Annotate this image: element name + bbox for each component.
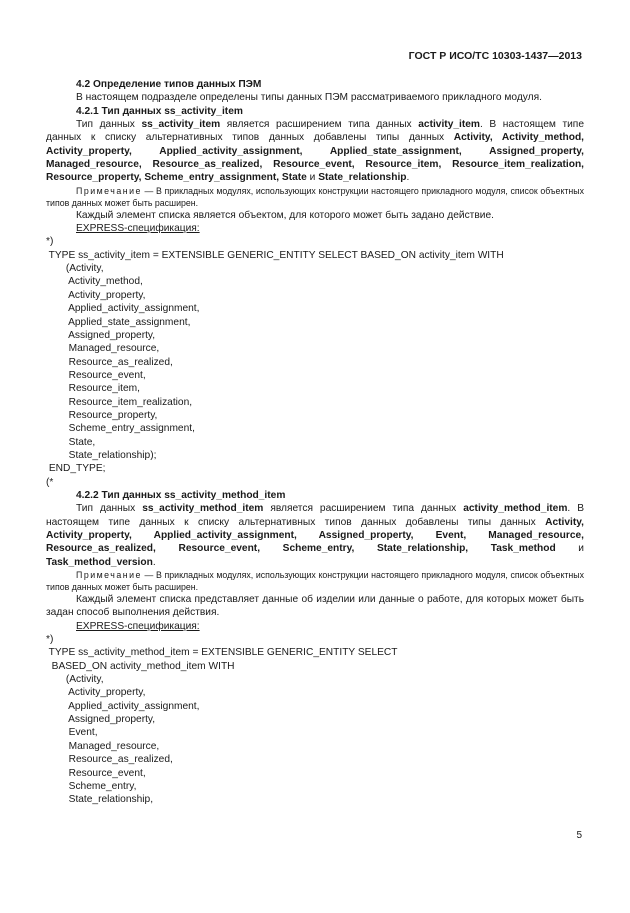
page-body — [46, 78, 584, 807]
code-line: Applied_state_assignment, — [46, 316, 191, 328]
section-4-2-intro: В настоящем подразделе определены типы данных ПЭМ рассматриваемого прикладного модуля. — [76, 92, 542, 104]
code-line: Event, — [46, 727, 98, 739]
code-line: Scheme_entry_assignment, — [46, 423, 195, 435]
code-line: Resource_as_realized, — [46, 754, 173, 766]
code-line: Assigned_property, — [46, 329, 156, 341]
code-line: State, — [46, 436, 96, 448]
code-line: Resource_item_realization, — [46, 396, 193, 408]
section-4-2-2-express-code — [46, 633, 584, 806]
code-line: State_relationship); — [46, 449, 157, 461]
code-line: TYPE ss_activity_method_item = EXTENSIBLE GENERIC_ENTITY SELECT — [46, 647, 398, 659]
section-4-2-1-note: Примечание — В прикладных модулях, использующих конструкции настоящего прикладного модуля, список объектных типов данных может быть расширен. — [46, 185, 584, 208]
section-4-2-1-express-code — [46, 235, 584, 489]
code-line: Managed_resource, — [46, 343, 160, 355]
section-4-2-1-definition: Тип данных ss_activity_item является расширением типа данных activity_item. В настоящем типе данных к списку альтернативных типов данных добавлены типы данных Activity, Activity_method, Activity_property, Applied_activity_assignment, Applied_state_assignment, Assigned_property, Managed_resource, Resource_as_realized, Resource_event, Resource_item, Resource_item_realization, Resource_property, Scheme_entry_assignment, State и State_relationship. — [46, 119, 584, 184]
section-4-2-heading: 4.2 Определение типов данных ПЭМ — [76, 79, 262, 90]
code-line: *) — [46, 634, 54, 646]
code-line: Scheme_entry, — [46, 780, 137, 792]
section-4-2-1-element-text: Каждый элемент списка является объектом, для которого может быть задано действие. — [76, 209, 494, 221]
code-line: (Activity, — [46, 674, 104, 686]
page-number: 5 — [576, 830, 582, 841]
code-line: Resource_as_realized, — [46, 356, 173, 368]
code-line: Resource_event, — [46, 767, 146, 779]
section-4-2-2-heading: 4.2.2 Тип данных ss_activity_method_item — [76, 489, 286, 501]
code-line: Applied_activity_assignment, — [46, 303, 200, 315]
code-line: Managed_resource, — [46, 740, 160, 752]
code-line: (* — [46, 476, 54, 488]
code-line: Resource_property, — [46, 409, 158, 421]
section-4-2-2-express-label: EXPRESS-спецификация: — [76, 620, 200, 632]
code-line: TYPE ss_activity_item = EXTENSIBLE GENERIC_ENTITY SELECT BASED_ON activity_item WITH — [46, 249, 504, 261]
section-4-2-2-definition: Тип данных ss_activity_method_item является расширением типа данных activity_method_item. В настоящем типе данных к списку альтернативных типов данных добавлены типы данных Activity, Activity_property, Applied_activity_assignment, Assigned_property, Event, Managed_resource, Resource_as_realized, Resource_event, Scheme_entry, State_relationship, Task_method и Task_method_version. — [46, 503, 584, 568]
code-line: Applied_activity_assignment, — [46, 700, 200, 712]
code-line: Resource_event, — [46, 369, 146, 381]
code-line: BASED_ON activity_method_item WITH — [46, 660, 235, 672]
code-line: Assigned_property, — [46, 714, 156, 726]
section-4-2-1-heading: 4.2.1 Тип данных ss_activity_item — [76, 105, 243, 117]
section-4-2-1-express-label: EXPRESS-спецификация: — [76, 223, 200, 235]
standard-header: ГОСТ Р ИСО/ТС 10303-1437—2013 — [408, 50, 582, 62]
code-line: Activity_property, — [46, 687, 146, 699]
code-line: State_relationship, — [46, 794, 154, 806]
code-line: Resource_item, — [46, 383, 140, 395]
code-line: (Activity, — [46, 263, 104, 275]
section-4-2-2-element-text: Каждый элемент списка представляет данные об изделии или данные о работе, для которых может быть задан способ выполнения действия. — [46, 594, 584, 619]
section-4-2-2-note: Примечание — В прикладных модулях, использующих конструкции настоящего прикладного модуля, список объектных типов данных может быть расширен. — [46, 570, 584, 593]
code-line: Activity_property, — [46, 289, 146, 301]
code-line: END_TYPE; — [46, 463, 106, 475]
code-line: *) — [46, 236, 54, 248]
code-line: Activity_method, — [46, 276, 143, 288]
